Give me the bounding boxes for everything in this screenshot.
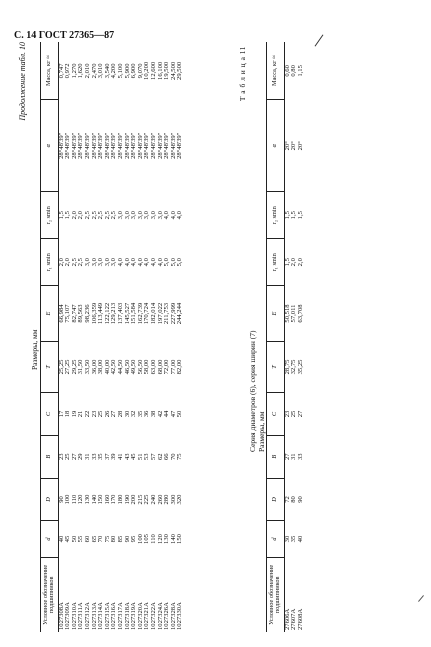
table10-cell: 145,527 — [123, 302, 131, 325]
table10-cell: 1027326A — [163, 602, 171, 630]
table11-cell: 35 — [290, 535, 298, 543]
table11-header-row — [267, 42, 285, 632]
table10-cell: 28°48'39" — [149, 132, 157, 159]
table10-cell: 5,0 — [163, 258, 171, 267]
table10-cell: 21 — [77, 410, 85, 418]
table10-cell: 80 — [110, 535, 118, 543]
table10-row — [177, 42, 186, 632]
table10-header-row — [41, 42, 59, 632]
table10-cell: 4,0 — [163, 211, 171, 220]
table11 — [266, 42, 306, 632]
table10-cell: 31,50 — [77, 359, 85, 375]
table10-cell: 240 — [149, 494, 157, 505]
table10-cell: 3,0 — [123, 211, 131, 220]
table10-cell: 3,0 — [143, 211, 151, 220]
table11-col-header: r₁ smin — [267, 239, 285, 286]
table11-cell: 90 — [296, 496, 304, 503]
table10-row — [92, 42, 99, 632]
table10-cell: 36,00 — [90, 359, 98, 375]
table10-cell: 1027320A — [136, 602, 144, 630]
table10-cell: 137,403 — [116, 302, 124, 325]
table10-cell: 150 — [97, 494, 105, 505]
table11-cell: 23 — [283, 410, 291, 418]
table10-cell: 55 — [77, 535, 85, 543]
table10-cell: 5,0 — [169, 258, 177, 267]
rotated-page-content — [16, 42, 418, 632]
table10-cell: 28°48'39" — [110, 132, 118, 159]
table10-cell: 2,5 — [97, 211, 105, 220]
table10-cell: 1,270 — [70, 63, 78, 79]
table10-cell: 2,5 — [103, 211, 111, 220]
table11-col-header: r₂ smin — [267, 192, 285, 239]
table10-col-header: d — [41, 521, 59, 557]
table10-cell: 90 — [57, 496, 65, 503]
table11-col-header: E — [267, 286, 285, 342]
table10-cell: 36 — [143, 410, 151, 418]
table10-cell: 215 — [136, 494, 144, 505]
table10-cell: 42,50 — [110, 359, 118, 375]
table10-cell: 28°48'39" — [97, 132, 105, 159]
table10-cell: 1027313A — [90, 602, 98, 630]
table10-cell: 75 — [176, 453, 184, 461]
table10-cell: 150 — [176, 534, 184, 544]
table10-cell: 58,00 — [143, 359, 151, 375]
table10-col-header: B — [41, 435, 59, 478]
table10-cell: 197,022 — [156, 302, 164, 325]
table10-cell: 280 — [163, 494, 171, 505]
table10-cell: 100 — [64, 494, 72, 505]
table10-cell: 1027310A — [70, 602, 78, 630]
table11-cell: 0,80 — [290, 65, 298, 77]
table10-cell: 44,50 — [116, 359, 124, 375]
table10-cell: 22 — [83, 410, 91, 418]
table10-cell: 45 — [130, 453, 138, 461]
table10-cell: 35 — [97, 453, 105, 461]
table11-cell: 50,518 — [283, 304, 291, 323]
table11-cell: 27608A — [296, 608, 304, 630]
table10-cell: 3,540 — [103, 63, 111, 79]
table10-cell: 19 — [70, 410, 78, 418]
table10-sizes-label: Размеры, мм — [30, 329, 39, 370]
table10-cell: 18 — [64, 410, 72, 418]
table10-cell: 23 — [57, 453, 65, 461]
table10-cell: 39 — [110, 453, 118, 461]
table10-cell: 27,25 — [64, 359, 72, 375]
table11-row — [291, 42, 298, 632]
table11-cell: 1,5 — [290, 211, 298, 220]
table10-cell: 72,00 — [163, 359, 171, 375]
table10-cell: 40,00 — [103, 359, 111, 375]
table10-cell: 75,107 — [64, 304, 72, 323]
table10-cell: 28°48'39" — [64, 132, 72, 159]
table11-cell: 72 — [283, 496, 291, 503]
table10-cell: 4,0 — [130, 258, 138, 267]
table10-cell: 9,070 — [136, 63, 144, 79]
table10-cell: 53 — [143, 453, 151, 461]
table10-col-header: r₁ smin — [41, 239, 59, 286]
table10-cell: 30 — [123, 410, 131, 418]
table10-cell: 4,0 — [156, 258, 164, 267]
table10-cell: 47 — [169, 410, 177, 418]
table10-cell: 24,500 — [169, 61, 177, 80]
table10-col-header: Масса, кг ≈ — [41, 42, 59, 100]
table10-cell: 28 — [116, 410, 124, 418]
table10-cell: 100 — [136, 534, 144, 544]
table10-cell: 140 — [169, 534, 177, 544]
table10-cell: 105 — [143, 534, 151, 544]
table10-cell: 28°48'39" — [57, 132, 65, 159]
table10-cell: 2,5 — [70, 258, 78, 267]
table10-cell: 95 — [130, 535, 138, 543]
table11-cell: 20° — [296, 141, 304, 151]
table10-cell: 0,972 — [64, 63, 72, 79]
table11-sizes-label: Размеры, мм — [257, 411, 266, 452]
table10-col-header: Условное обозначение подшипников — [41, 557, 59, 632]
table10-col-header: α — [41, 100, 59, 192]
table10-cell: 5,900 — [123, 63, 131, 79]
table11-cell: 30 — [283, 535, 291, 543]
page-header: С. 14 ГОСТ 27365—87 — [14, 30, 115, 41]
table10-cell: 1,5 — [57, 211, 65, 220]
table10-cell: 28°48'39" — [176, 132, 184, 159]
table10-cell: 4,0 — [143, 258, 151, 267]
table10-cell: 28°48'39" — [130, 132, 138, 159]
table10-cell: 38,00 — [97, 359, 105, 375]
table11-body — [284, 42, 306, 632]
table10-cell: 3,010 — [97, 63, 105, 79]
table10-cell: 32 — [130, 410, 138, 418]
table10-cell: 244,244 — [176, 302, 184, 325]
table11-cell: 25 — [290, 410, 298, 418]
table11-col-header: B — [267, 435, 285, 478]
table10-cell: 43 — [123, 453, 131, 461]
table10-cell: 90 — [123, 535, 131, 543]
table10-cell: 2,0 — [57, 258, 65, 267]
table10-row — [78, 42, 85, 632]
table10-cell: 3,0 — [130, 211, 138, 220]
table10-cell: 27 — [110, 410, 118, 418]
table10-cell: 1027319A — [130, 602, 138, 630]
table10-cell: 2,5 — [77, 258, 85, 267]
table10-cell: 63,00 — [149, 359, 157, 375]
table10-cell: 66 — [163, 453, 171, 461]
table10-cell: 19,500 — [163, 61, 171, 80]
table10-cell: 3,0 — [83, 258, 91, 267]
table10-cell: 17 — [57, 410, 65, 418]
table10-cell: 4,0 — [136, 258, 144, 267]
table10-cell: 65 — [90, 535, 98, 543]
table10-cell: 25 — [97, 410, 105, 418]
table10-cell: 37 — [103, 453, 111, 461]
table10-row — [58, 42, 65, 632]
table10-cell: 28°48'39" — [77, 132, 85, 159]
table10-cell: 106,359 — [90, 302, 98, 325]
table10-cell: 1027322A — [149, 602, 157, 630]
table10-cell: 2,0 — [70, 211, 78, 220]
table10-cell: 120 — [77, 494, 85, 505]
table10-row — [98, 42, 105, 632]
table10-cell: 1,620 — [77, 63, 85, 79]
table11-col-header: Масса, кг ≈ — [267, 42, 285, 100]
table10-cell: 28°48'39" — [83, 132, 91, 159]
table10-cell: 3,0 — [103, 258, 111, 267]
table10-cell: 320 — [176, 494, 184, 505]
table10-cell: 4,0 — [123, 258, 131, 267]
table10-row — [118, 42, 125, 632]
table10-row — [111, 42, 118, 632]
table10-cell: 140 — [90, 494, 98, 505]
table10-cell: 10,200 — [143, 61, 151, 80]
table10-cell: 29,500 — [176, 61, 184, 80]
table10-cell: 1027314A — [97, 602, 105, 630]
table10-cell: 211,753 — [163, 302, 171, 325]
table10-cell: 1027315A — [103, 602, 111, 630]
table10-cell: 38 — [149, 410, 157, 418]
table10-cell: 5,100 — [116, 63, 124, 79]
table11-title: Серия диаметров (6), серия ширин (7) — [248, 330, 257, 452]
table10-cell: 5,0 — [176, 258, 184, 267]
table10-cell: 28°48'39" — [143, 132, 151, 159]
table10-cell: 33,50 — [83, 359, 91, 375]
table10-cell: 26 — [103, 410, 111, 418]
table10-cell: 25 — [64, 453, 72, 461]
table10-cell: 56,50 — [136, 359, 144, 375]
table10-cell: 29 — [77, 453, 85, 461]
table10-cell: 28°48'39" — [163, 132, 171, 159]
table10-cell: 50 — [176, 410, 184, 418]
table10-cell: 28°48'39" — [123, 132, 131, 159]
table10-cell: 60 — [83, 535, 91, 543]
table10-cell: 29,25 — [70, 359, 78, 375]
table11-col-header: Условное обозначение подшипников — [267, 557, 285, 632]
table10-cell: 85 — [116, 535, 124, 543]
table10-cell: 180 — [116, 494, 124, 505]
table10-cell: 1027321A — [143, 602, 151, 630]
table11-cell: 27 — [283, 453, 291, 461]
table10-cell: 1027317A — [116, 602, 124, 630]
table10-cell: 3,0 — [156, 211, 164, 220]
table10-cell: 110 — [149, 534, 157, 544]
table10-cell: 170 — [110, 494, 118, 505]
table10-cell: 3,0 — [97, 258, 105, 267]
table10-cell: 28°48'39" — [103, 132, 111, 159]
table10-cell: 25,25 — [57, 359, 65, 375]
table10-cell: 33 — [90, 453, 98, 461]
table10-cell: 130 — [83, 494, 91, 505]
table10-cell: 70 — [169, 453, 177, 461]
table10-cell: 41 — [116, 453, 124, 461]
table10-cell: 6,900 — [130, 63, 138, 79]
table11-cell: 2,0 — [296, 258, 304, 267]
table10-cell: 1,5 — [64, 211, 72, 220]
table10-row — [85, 42, 92, 632]
table11-cell: 35,25 — [296, 359, 304, 375]
table10-cell: 162,739 — [136, 302, 144, 325]
table10-cell: 3,0 — [149, 211, 157, 220]
table10-cell: 62 — [156, 453, 164, 461]
table10-cell: 300 — [169, 494, 177, 505]
table10-cell: 113,449 — [97, 302, 105, 325]
table10-col-header: T — [41, 341, 59, 392]
table10-cell: 35 — [136, 410, 144, 418]
table10-cell: 45 — [64, 535, 72, 543]
table10-cell: 151,584 — [130, 302, 138, 325]
table11-cell: 63,708 — [296, 304, 304, 323]
table10-cell: 3,0 — [110, 258, 118, 267]
table10-cell: 1027311A — [77, 602, 85, 630]
table11-col-header: d — [267, 521, 285, 557]
table10-cell: 4,0 — [169, 211, 177, 220]
table10-cell: 82,00 — [176, 359, 184, 375]
table10-cell: 44 — [163, 410, 171, 418]
table10-cell: 160 — [103, 494, 111, 505]
table10 — [40, 42, 186, 632]
table11-cell: 2,0 — [290, 258, 298, 267]
table10-col-header: C — [41, 393, 59, 436]
table11-cell: 27606A — [283, 608, 291, 630]
table10-cell: 75 — [103, 535, 111, 543]
table10-cell: 225 — [143, 494, 151, 505]
table10-cell: 4,0 — [149, 258, 157, 267]
table10-cell: 2,5 — [83, 211, 91, 220]
table10-cell: 2,470 — [90, 63, 98, 79]
table10-cell: 227,999 — [169, 302, 177, 325]
table10-col-header: E — [41, 286, 59, 342]
table10-col-header: r₂ smin — [41, 192, 59, 239]
pen-mark — [418, 595, 424, 602]
table11-cell: 20° — [283, 141, 291, 151]
table11-cell: 80 — [290, 496, 298, 503]
table11-cell: 1,5 — [283, 258, 291, 267]
table10-cell: 120 — [156, 534, 164, 544]
table11-cell: 0,60 — [283, 65, 291, 77]
table11-col-header: T — [267, 341, 285, 392]
table10-cell: 190 — [123, 494, 131, 505]
table10-cell: 12,600 — [149, 61, 157, 80]
table10-body — [58, 42, 186, 632]
table10-cell: 3,0 — [136, 211, 144, 220]
table11-cell: 33 — [296, 453, 304, 461]
table10-cell: 28°48'39" — [156, 132, 164, 159]
table11-cell: 1,5 — [283, 211, 291, 220]
table10-cell: 42 — [156, 410, 164, 418]
table11-row — [284, 42, 291, 632]
table10-row — [65, 42, 72, 632]
table10-cell: 49,50 — [130, 359, 138, 375]
table10-cell: 89,563 — [77, 304, 85, 323]
table10-cell: 82,747 — [70, 304, 78, 323]
table10-cell: 68,00 — [156, 359, 164, 375]
table11-label: Т а б л и ц а 11 — [238, 46, 247, 102]
table11-cell: 1,5 — [296, 211, 304, 220]
table11-cell: 20° — [290, 141, 298, 151]
table10-cell: 27 — [70, 453, 78, 461]
table10-cell: 200 — [130, 494, 138, 505]
table11-cell: 27 — [296, 410, 304, 418]
table11-cell: 1,15 — [296, 65, 304, 77]
table10-cell: 122,122 — [103, 302, 111, 325]
table10-cell: 4,0 — [176, 211, 184, 220]
table10-cell: 28°48'39" — [169, 132, 177, 159]
table10-cell: 182,014 — [149, 302, 157, 325]
table10-row — [125, 42, 132, 632]
table10-row — [105, 42, 112, 632]
table11-cell: 28,75 — [283, 359, 291, 375]
table11-cell: 32,75 — [290, 359, 298, 375]
table10-cell: 77,00 — [169, 359, 177, 375]
table10-cell: 1027328A — [169, 602, 177, 630]
table11-cell: 31 — [290, 453, 298, 461]
table10-cell: 51 — [136, 453, 144, 461]
table10-row — [72, 42, 79, 632]
table11-cell: 40 — [296, 535, 304, 543]
table10-cell: 260 — [156, 494, 164, 505]
table10-continuation-label: Продолжение табл. 10 — [18, 42, 27, 121]
table10-cell: 1027309A — [64, 602, 72, 630]
table10-cell: 2,010 — [83, 63, 91, 79]
table10-cell: 28°48'39" — [136, 132, 144, 159]
table10-cell: 16,100 — [156, 61, 164, 80]
table10-cell: 2,5 — [110, 211, 118, 220]
table10-cell: 70 — [97, 535, 105, 543]
table10-cell: 1027312A — [83, 602, 91, 630]
table10-cell: 130 — [163, 534, 171, 544]
table10-cell: 1027324A — [156, 602, 164, 630]
table10-cell: 23 — [90, 410, 98, 418]
table10-cell: 40 — [57, 535, 65, 543]
table10-cell: 2,5 — [90, 211, 98, 220]
table10-cell: 3,0 — [116, 211, 124, 220]
table10-cell: 28°48'39" — [70, 132, 78, 159]
table11-col-header: C — [267, 393, 285, 436]
table10-cell: 110 — [70, 494, 78, 505]
table10-cell: 3,0 — [90, 258, 98, 267]
table10-cell: 50 — [70, 535, 78, 543]
table11-row — [298, 42, 307, 632]
table11-cell: 57,011 — [290, 304, 298, 323]
table10-cell: 4,0 — [116, 258, 124, 267]
table10-cell: 98,236 — [83, 304, 91, 323]
table10-cell: 2,0 — [77, 211, 85, 220]
table10-cell: 129,213 — [110, 302, 118, 325]
table10-cell: 46,50 — [123, 359, 131, 375]
table10-cell: 0,747 — [57, 63, 65, 79]
table11-col-header: D — [267, 478, 285, 521]
table10-cell: 4,200 — [110, 63, 118, 79]
table10-cell: 1027308A — [57, 602, 65, 630]
table10-col-header: D — [41, 478, 59, 521]
table10-cell: 28°48'39" — [116, 132, 124, 159]
table10-cell: 170,724 — [143, 302, 151, 325]
table10-cell: 2,0 — [64, 258, 72, 267]
table10-cell: 31 — [83, 453, 91, 461]
table10-cell: 57 — [149, 453, 157, 461]
table10-cell: 1027318A — [123, 602, 131, 630]
table10-cell: 1027330A — [176, 602, 184, 630]
table10-cell: 28°48'39" — [90, 132, 98, 159]
table11-cell: 27607A — [290, 608, 298, 630]
table11-col-header: α — [267, 100, 285, 192]
table10-cell: 1027316A — [110, 602, 118, 630]
table10-cell: 66,984 — [57, 304, 65, 323]
